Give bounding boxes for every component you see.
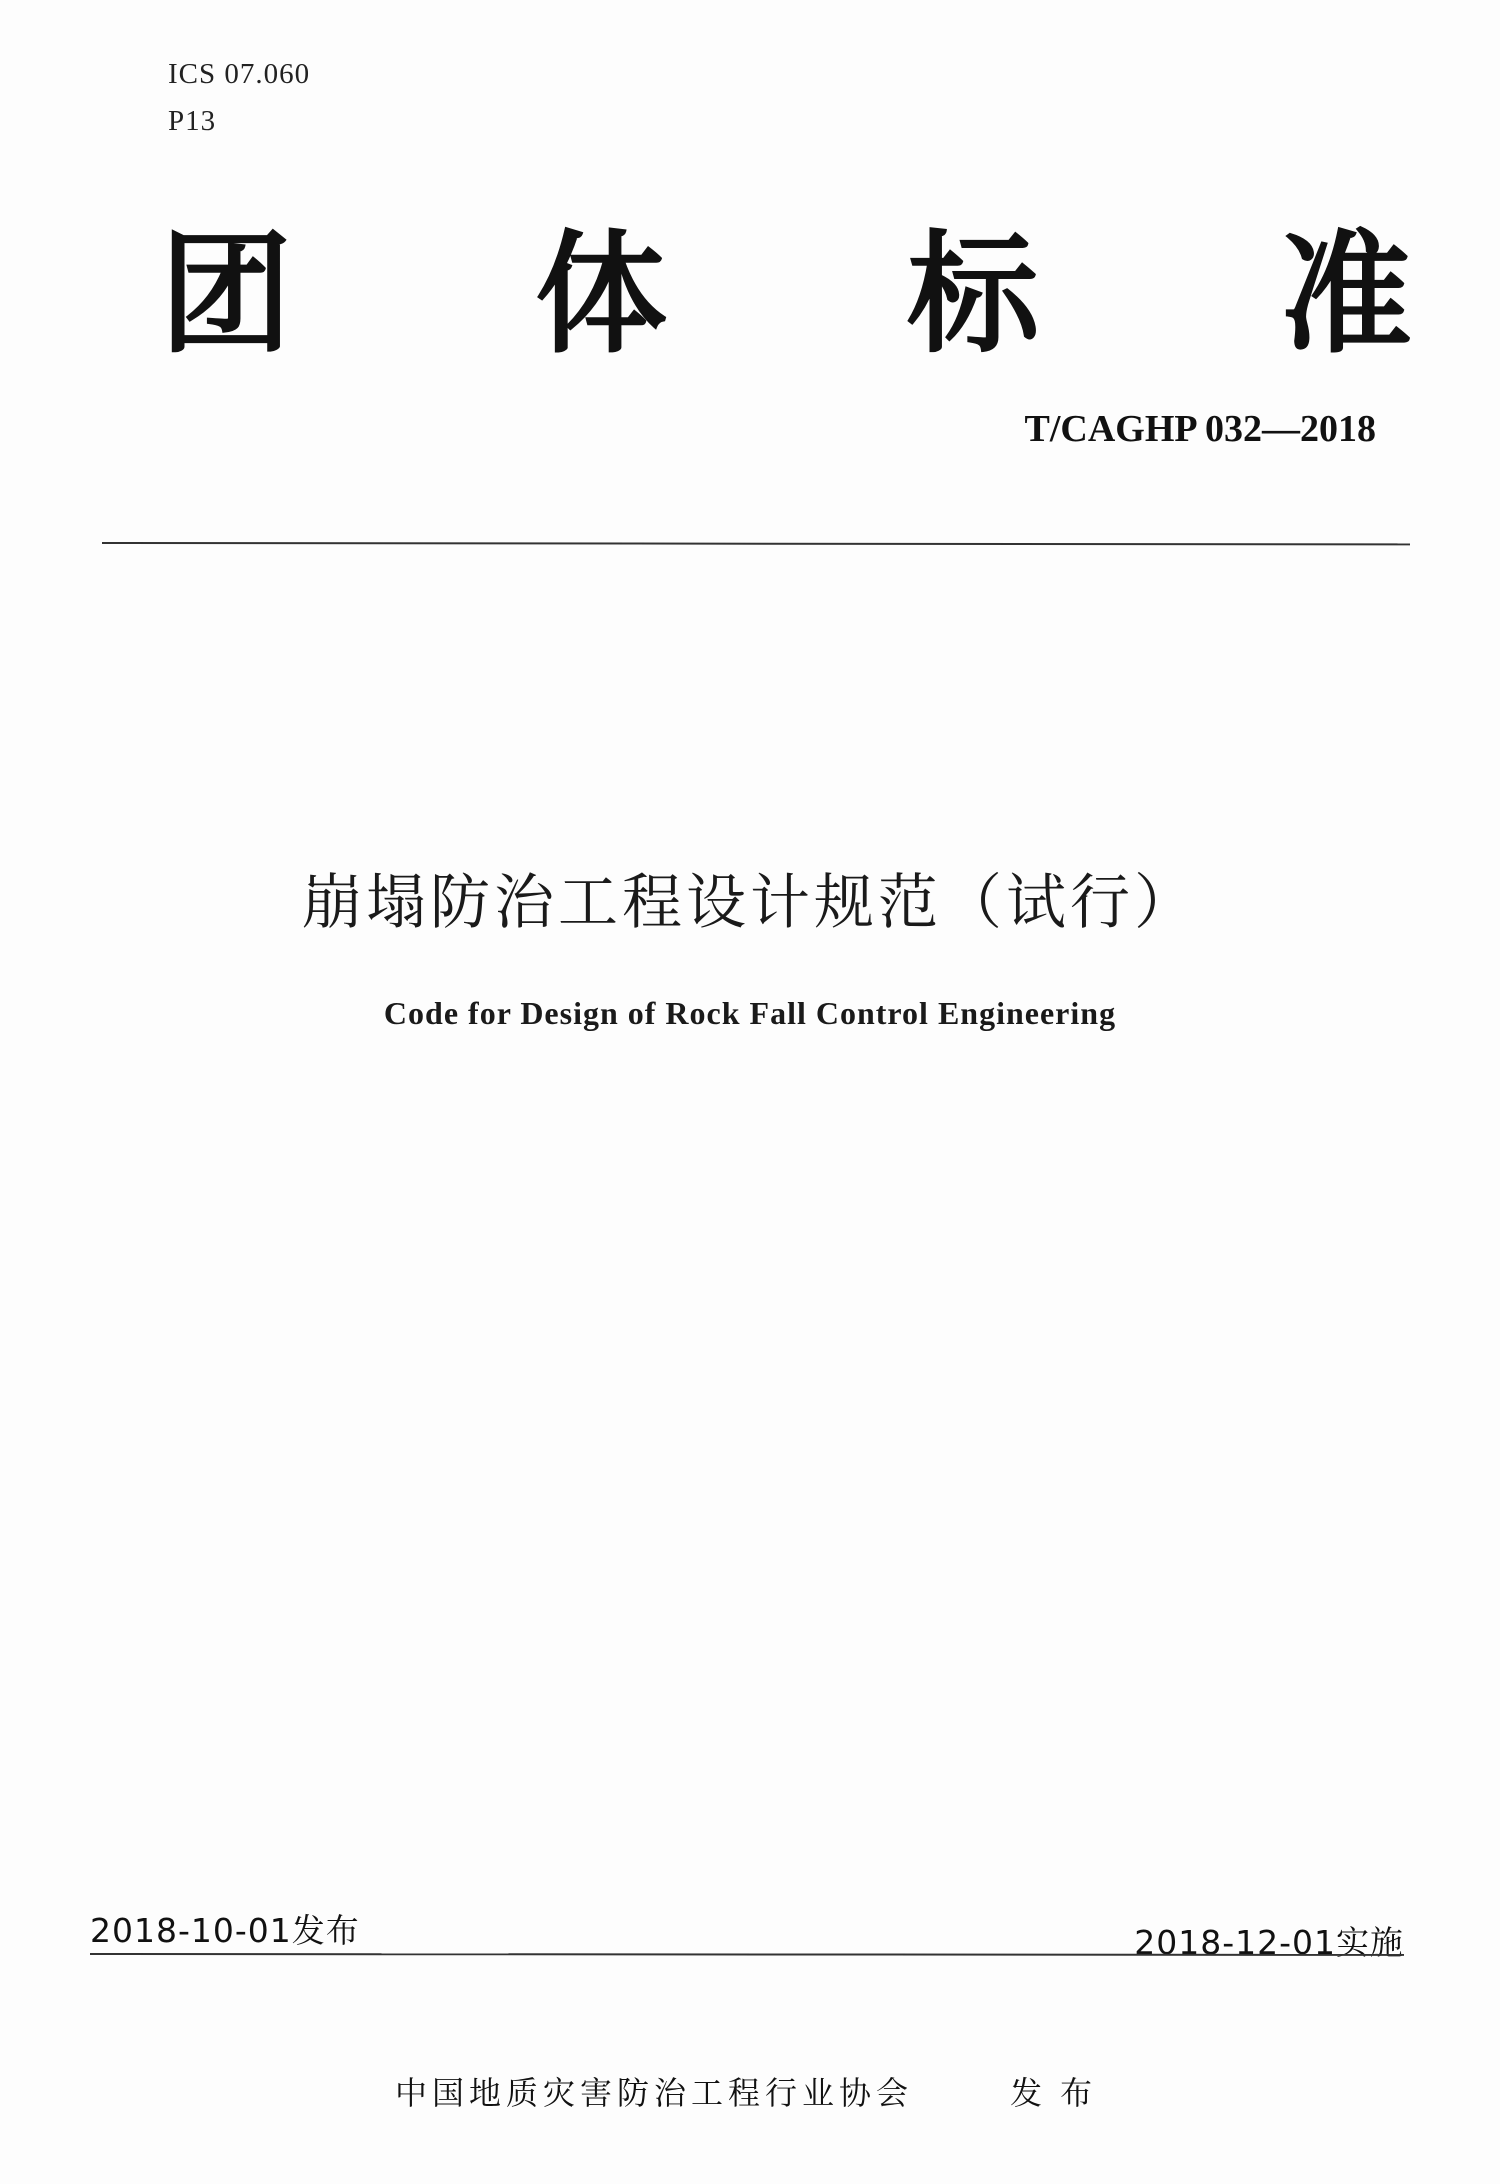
standard-type-char: 团 bbox=[160, 218, 292, 372]
standard-type-char: 标 bbox=[907, 218, 1039, 372]
standard-type-char: 体 bbox=[535, 218, 667, 372]
ics-code: ICS 07.060 bbox=[168, 58, 311, 90]
publish-label: 发布 bbox=[1010, 2074, 1111, 2112]
header-divider bbox=[102, 542, 1410, 545]
classification-code: P13 bbox=[168, 105, 217, 137]
implementation-date: 2018-12-01实施 bbox=[1134, 1923, 1404, 1962]
publisher-name: 中国地质灾害防治工程行业协会 bbox=[395, 2074, 914, 2112]
title-english: Code for Design of Rock Fall Control Engineering bbox=[383, 995, 1117, 1031]
title-chinese: 崩塌防治工程设计规范（试行） bbox=[302, 868, 1198, 938]
footer-divider bbox=[90, 1953, 1404, 1956]
standard-type-heading bbox=[150, 215, 1410, 375]
standard-number: T/CAGHP 032—2018 bbox=[1024, 408, 1376, 450]
issue-date: 2018-10-01发布 bbox=[90, 1911, 360, 1950]
standard-type-char: 准 bbox=[1280, 218, 1412, 372]
